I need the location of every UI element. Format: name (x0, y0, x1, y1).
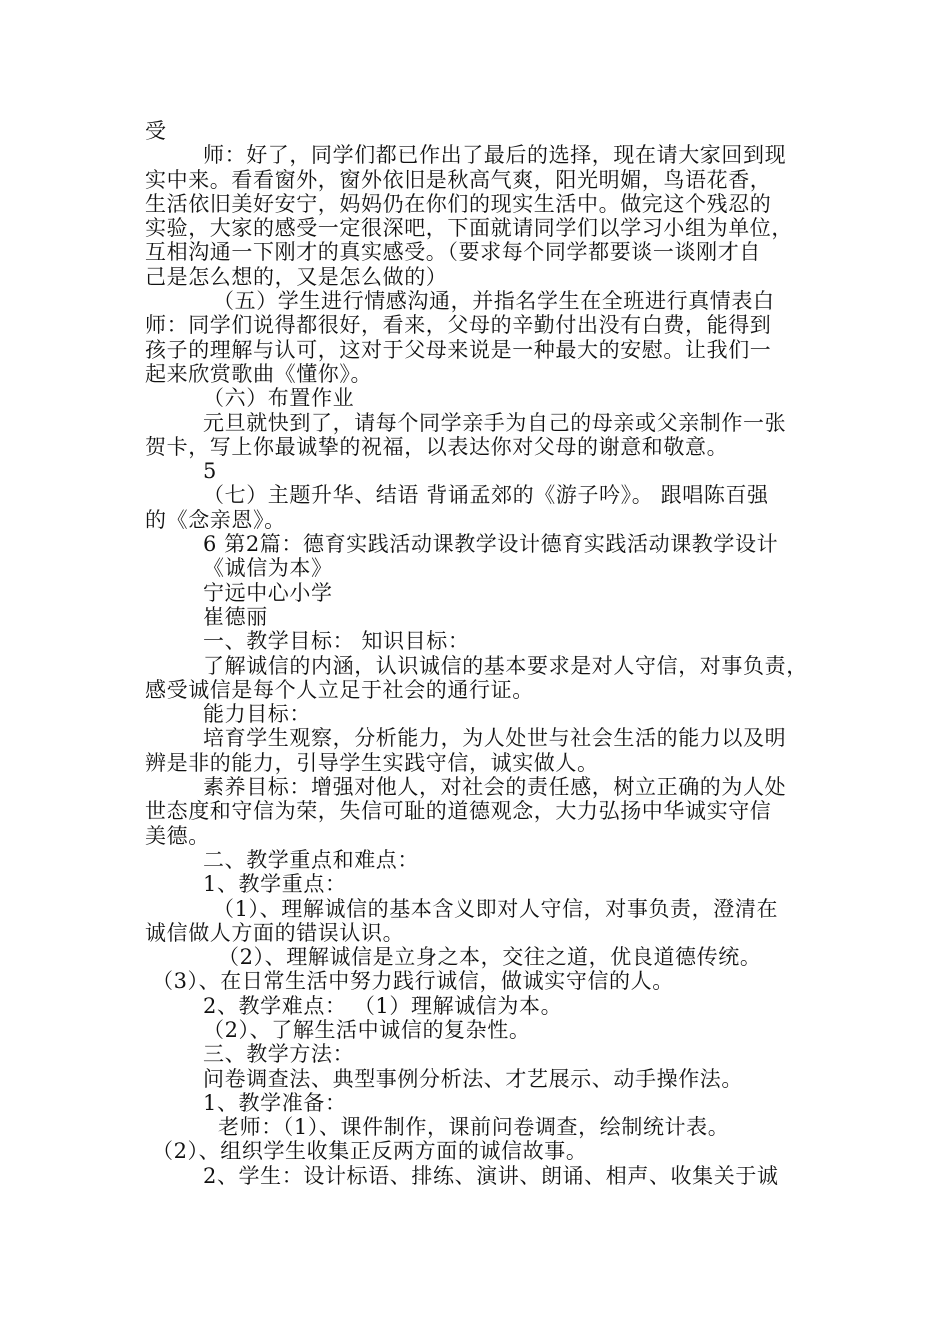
subheading: 1、教学准备： (203, 1090, 347, 1115)
text-line: 贺卡，写上你最诚挚的祝福，以表达你对父母的谢意和敬意。 (145, 434, 729, 459)
text-line: 实中来。看看窗外，窗外依旧是秋高气爽，阳光明媚，鸟语花香， (145, 167, 772, 192)
text-line: 问卷调查法、典型事例分析法、才艺展示、动手操作法。 (203, 1066, 743, 1091)
text-line: 师：同学们说得都很好，看来，父母的辛勤付出没有白费，能得到 (145, 313, 772, 338)
list-item: （1）、理解诚信的基本含义即对人守信，对事负责，澄清在 (213, 896, 779, 921)
section-title: 6 第2篇：德育实践活动课教学设计德育实践活动课教学设计 (203, 532, 779, 557)
text-line: 辨是非的能力，引导学生实践守信，诚实做人。 (145, 750, 599, 775)
text-line: 孩子的理解与认可，这对于父母来说是一种最大的安慰。让我们一 (145, 337, 772, 362)
text-line: 互相沟通一下刚才的真实感受。（要求每个同学都要谈一谈刚才自 (145, 240, 761, 265)
lesson-title: 《诚信为本》 (203, 556, 333, 581)
text-line: 元旦就快到了，请每个同学亲手为自己的母亲或父亲制作一张 (203, 410, 787, 435)
school-name: 宁远中心小学 (203, 580, 333, 605)
text-line: （六）布置作业 (203, 386, 355, 411)
subheading: 2、教学难点： （1）理解诚信为本。 (203, 993, 563, 1018)
heading: 二、教学重点和难点： (203, 847, 419, 872)
text-line: （五）学生进行情感沟通，并指名学生在全班进行真情表白 (213, 289, 775, 314)
text-line: 起来欣赏歌曲《懂你》。 (145, 361, 373, 386)
text-line: 美德。 (145, 823, 210, 848)
text-line: 生活依旧美好安宁，妈妈仍在你们的现实生活中。做完这个残忍的 (145, 191, 772, 216)
text-line: 己是怎么想的，又是怎么做的） (145, 264, 448, 289)
subheading: 1、教学重点： (203, 872, 347, 897)
document-body (0, 119, 950, 1188)
text-line: 素养目标：增强对他人，对社会的责任感，树立正确的为人处 (203, 775, 787, 800)
text-line: 感受诚信是每个人立足于社会的通行证。 (145, 677, 534, 702)
text-line: 了解诚信的内涵，认识诚信的基本要求是对人守信，对事负责， (203, 653, 808, 678)
text-line: （七）主题升华、结语 背诵孟郊的《游子吟》。 跟唱陈百强 (203, 483, 769, 508)
text-line: 2、学生：设计标语、排练、演讲、朗诵、相声、收集关于诚 (203, 1163, 779, 1188)
list-item: （2）、理解诚信是立身之本，交往之道，优良道德传统。 (218, 945, 762, 970)
subheading: 能力目标： (203, 702, 311, 727)
text-line: 受 (145, 119, 167, 143)
text-line: 培育学生观察，分析能力，为人处世与社会生活的能力以及明 (203, 726, 787, 751)
text-line: 老师：（1）、课件制作，课前问卷调查，绘制统计表。 (218, 1115, 730, 1140)
heading: 三、教学方法： (203, 1042, 355, 1067)
heading: 一、教学目标： 知识目标： (203, 629, 470, 654)
text-line: 师：好了，同学们都已作出了最后的选择，现在请大家回到现 (203, 143, 787, 168)
list-item: （2）、组织学生收集正反两方面的诚信故事。 (152, 1139, 588, 1164)
list-item: （3）、在日常生活中努力践行诚信，做诚实守信的人。 (152, 969, 674, 994)
text-line: 世态度和守信为荣，失信可耻的道德观念，大力弘扬中华诚实守信 (145, 799, 772, 824)
text-line: 诚信做人方面的错误认识。 (145, 920, 405, 945)
text-line: 实验，大家的感受一定很深吧，下面就请同学们以学习小组为单位， (145, 216, 793, 241)
author-name: 崔德丽 (203, 604, 268, 629)
text-line: 的《念亲恩》。 (145, 507, 286, 532)
page-number: 5 (203, 459, 217, 484)
list-item: （2）、了解生活中诚信的复杂性。 (203, 1017, 531, 1042)
